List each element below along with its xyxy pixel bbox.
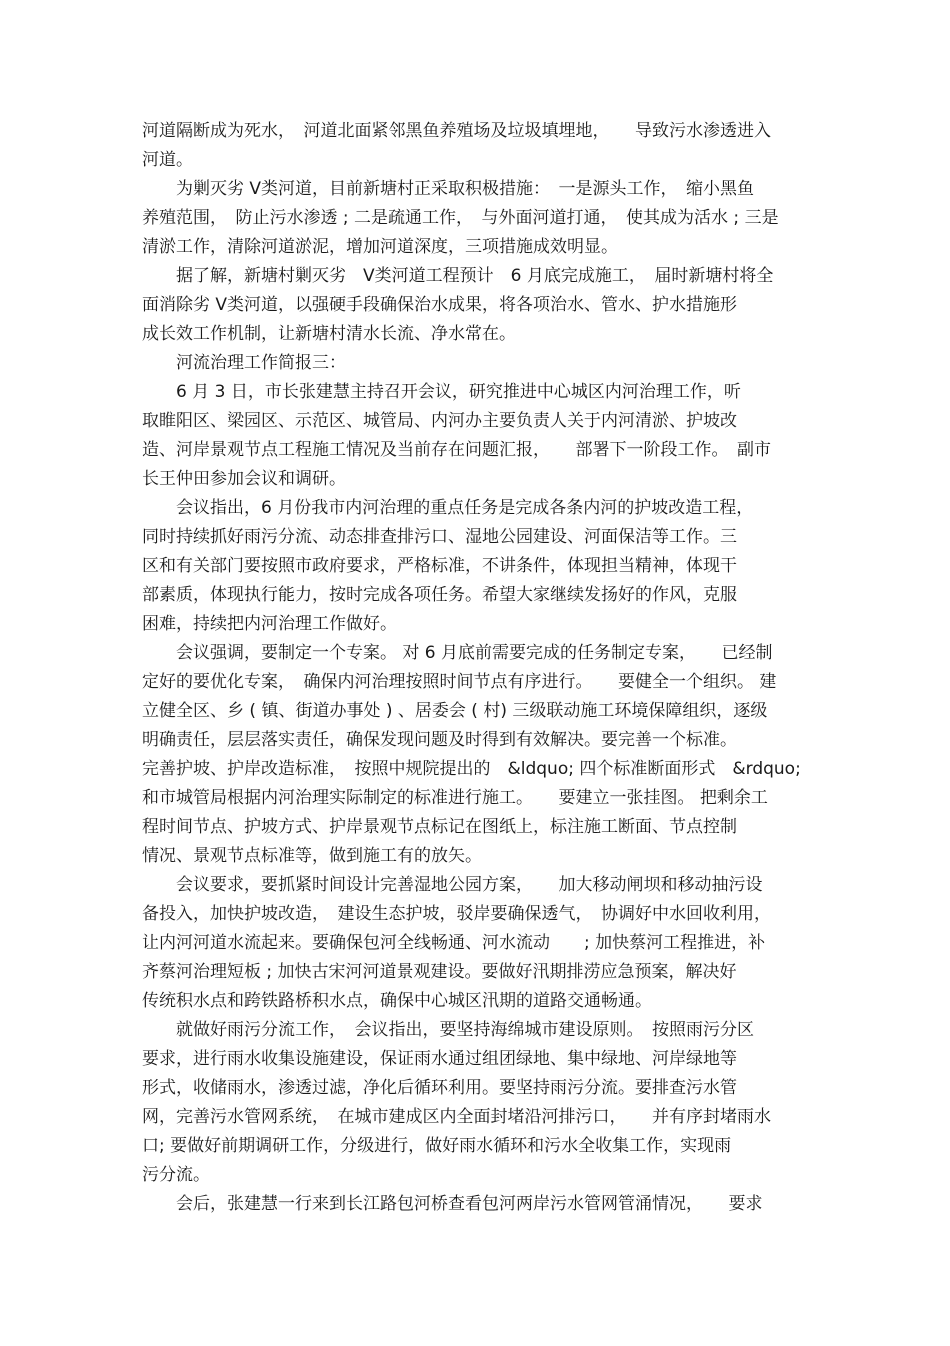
body-text-line: 程时间节点、护坡方式、护岸景观节点标记在图纸上，标注施工断面、节点控制	[142, 817, 737, 837]
body-text-line: 养殖范围， 防止污水渗透 ; 二是疏通工作， 与外面河道打通， 使其成为活水 ; 三是	[142, 208, 779, 228]
body-text-line: 同时持续抓好雨污分流、动态排查排污口、湿地公园建设、河面保洁等工作。三	[142, 527, 737, 547]
body-text-line: 长王仲田参加会议和调研。	[142, 469, 346, 489]
body-text-line: 河道。	[142, 150, 193, 170]
body-text-line: 会议指出，6 月份我市内河治理的重点任务是完成各条内河的护坡改造工程，	[142, 498, 754, 518]
body-text-line: 会议要求，要抓紧时间设计完善湿地公园方案， 加大移动闸坝和移动抽污设	[142, 875, 763, 895]
body-text-line: 情况、景观节点标准等，做到施工有的放矢。	[142, 846, 482, 866]
body-text-line: 网，完善污水管网系统， 在城市建成区内全面封堵沿河排污口， 并有序封堵雨水	[142, 1107, 771, 1127]
body-text-line: 成长效工作机制，让新塘村清水长流、净水常在。	[142, 324, 516, 344]
section-heading: 河流治理工作简报三：	[142, 353, 346, 373]
body-text-line: 明确责任，层层落实责任，确保发现问题及时得到有效解决。要完善一个标准。	[142, 730, 737, 750]
body-text-line: 口; 要做好前期调研工作，分级进行，做好雨水循环和污水全收集工作，实现雨	[142, 1136, 732, 1156]
body-text-line: 6 月 3 日，市长张建慧主持召开会议，研究推进中心城区内河治理工作，听	[142, 382, 741, 402]
body-text-line: 立健全区、乡 ( 镇、街道办事处 ) 、居委会 ( 村) 三级联动施工环境保障组织，逐级	[142, 701, 768, 721]
body-text-line: 定好的要优化专案， 确保内河治理按照时间节点有序进行。 要健全一个组织。 建	[142, 672, 777, 692]
body-text-line: 部素质，体现执行能力，按时完成各项任务。希望大家继续发扬好的作风，克服	[142, 585, 737, 605]
body-text-line: 造、河岸景观节点工程施工情况及当前存在问题汇报， 部署下一阶段工作。 副市	[142, 440, 771, 460]
body-text-line: 会后，张建慧一行来到长江路包河桥查看包河两岸污水管网管涌情况， 要求	[142, 1194, 763, 1214]
body-text-line: 形式，收储雨水，渗透过滤，净化后循环利用。要坚持雨污分流。要排查污水管	[142, 1078, 737, 1098]
body-text-line: 河道隔断成为死水， 河道北面紧邻黑鱼养殖场及垃圾填埋地， 导致污水渗透进入	[142, 121, 771, 141]
body-text-line: 困难，持续把内河治理工作做好。	[142, 614, 397, 634]
body-text-line: 齐蔡河治理短板 ; 加快古宋河河道景观建设。要做好汛期排涝应急预案，解决好	[142, 962, 737, 982]
body-text-line: 取睢阳区、梁园区、示范区、城管局、内河办主要负责人关于内河清淤、护坡改	[142, 411, 737, 431]
body-text-line: 备投入，加快护坡改造， 建设生态护坡，驳岸要确保透气， 协调好中水回收利用，	[142, 904, 771, 924]
body-text-line: 面消除劣 Ⅴ类河道，以强硬手段确保治水成果，将各项治水、管水、护水措施形	[142, 295, 738, 315]
body-text-line: 传统积水点和跨铁路桥积水点，确保中心城区汛期的道路交通畅通。	[142, 991, 652, 1011]
body-text-line: 和市城管局根据内河治理实际制定的标准进行施工。 要建立一张挂图。 把剩余工	[142, 788, 768, 808]
body-text-line: 让内河河道水流起来。要确保包河全线畅通、河水流动 ; 加快蔡河工程推进，补	[142, 933, 766, 953]
body-text-line: 完善护坡、护岸改造标准， 按照中规院提出的 &ldquo; 四个标准断面形式 &rdquo;	[142, 759, 801, 779]
body-text-line: 据了解，新塘村剿灭劣 Ⅴ类河道工程预计 6 月底完成施工， 届时新塘村将全	[142, 266, 774, 286]
body-text-line: 污分流。	[142, 1165, 210, 1185]
body-text-line: 为剿灭劣 Ⅴ类河道，目前新塘村正采取积极措施： 一是源头工作， 缩小黑鱼	[142, 179, 755, 199]
body-text-line: 清淤工作，清除河道淤泥，增加河道深度，三项措施成效明显。	[142, 237, 618, 257]
body-text-line: 区和有关部门要按照市政府要求，严格标准，不讲条件，体现担当精神，体现干	[142, 556, 737, 576]
body-text-line: 就做好雨污分流工作， 会议指出，要坚持海绵城市建设原则。 按照雨污分区	[142, 1020, 754, 1040]
body-text-line: 要求，进行雨水收集设施建设，保证雨水通过组团绿地、集中绿地、河岸绿地等	[142, 1049, 737, 1069]
body-text-line: 会议强调，要制定一个专案。 对 6 月底前需要完成的任务制定专案， 已经制	[142, 643, 773, 663]
